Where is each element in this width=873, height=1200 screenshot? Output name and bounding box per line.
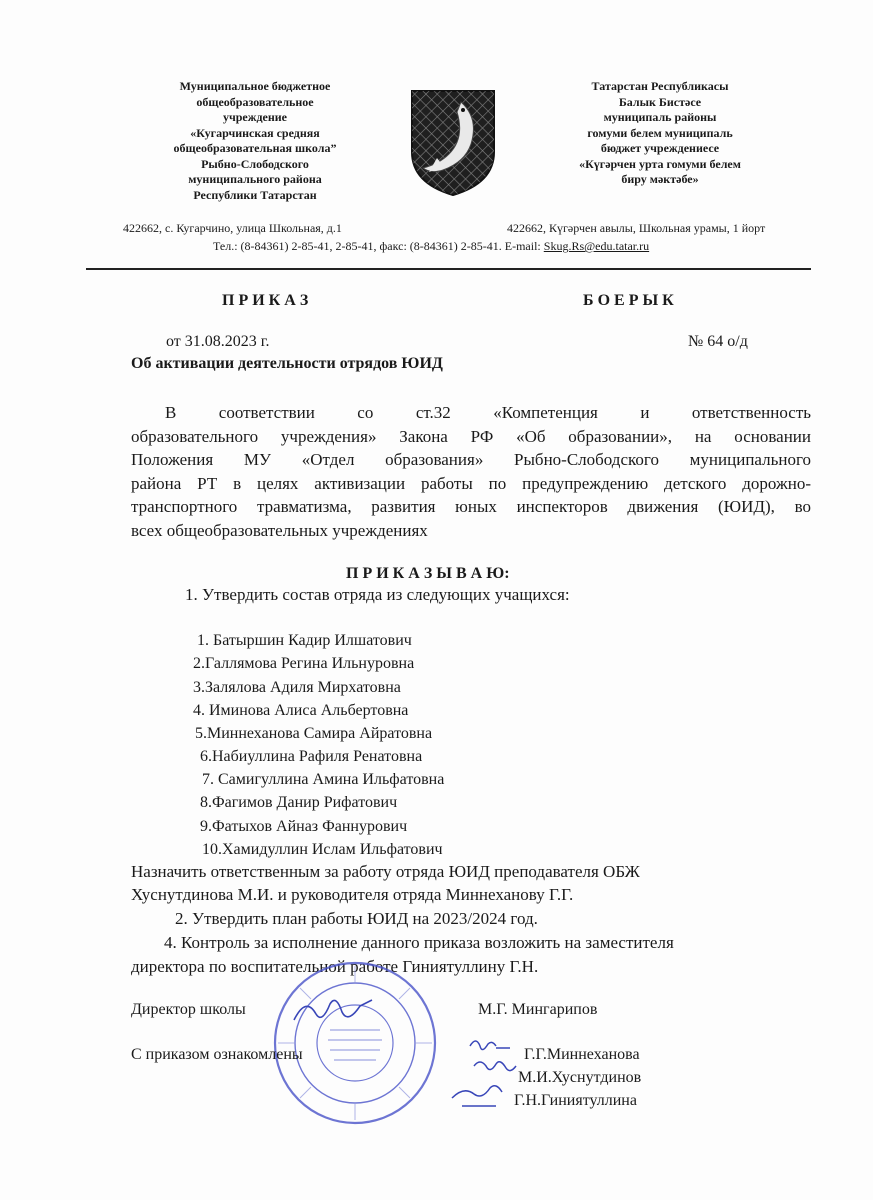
school-name-tt <box>545 79 775 188</box>
order-word: П Р И К А З Ы В А Ю: <box>346 565 510 582</box>
preamble-line: В соответствии со ст.32 «Компетенция и ответственность <box>165 403 811 422</box>
item-2: 2. Утвердить план работы ЮИД на 2023/2024 год. <box>175 909 538 928</box>
school-name-ru-line: Муниципальное бюджетное <box>179 79 331 93</box>
contacts <box>213 239 649 254</box>
school-name-ru <box>140 79 370 203</box>
preamble-line: всех общеобразовательных учреждениях <box>131 520 428 540</box>
item-1: 1. Утвердить состав отряда из следующих учащихся: <box>185 585 570 604</box>
school-name-tt-line: биру мәктәбе» <box>621 172 699 186</box>
assign-line: Хуснутдинова М.И. и руководителя отряда Миннеханову Г.Г. <box>131 885 574 904</box>
list-item: 6.Набиуллина Рафиля Ренатовна <box>200 748 423 765</box>
doc-date: от 31.08.2023 г. <box>166 333 270 350</box>
school-name-tt-line: Балык Бистәсе <box>618 94 702 109</box>
school-name-ru-line: общеобразовательная школа” <box>173 141 337 155</box>
acquainted-label: С приказом ознакомлены <box>131 1046 303 1063</box>
school-name-tt-line: муниципаль районы <box>603 110 717 124</box>
header-divider <box>86 268 811 270</box>
acquainted-name: М.И.Хуснутдинов <box>518 1069 642 1086</box>
list-item: 9.Фатыхов Айназ Фаннурович <box>200 818 408 835</box>
school-name-ru-line: «Кугарчинская средняя <box>190 125 320 140</box>
preamble-line: образовательного учреждения» Закона РФ «Об образовании», на основании <box>131 426 811 446</box>
school-name-ru-line: общеобразовательное <box>196 94 314 109</box>
coat-of-arms-icon <box>409 88 497 198</box>
list-item: 10.Хамидуллин Ислам Ильфатович <box>202 841 443 858</box>
list-item: 7. Самигуллина Амина Ильфатовна <box>202 771 445 788</box>
school-name-ru-line: учреждение <box>222 110 288 124</box>
list-item: 5.Миннеханова Самира Айратовна <box>195 725 433 742</box>
director-label: Директор школы <box>131 1001 246 1018</box>
school-name-ru-line: Республики Татарстан <box>193 187 317 202</box>
acquainted-name: Г.Н.Гиниятуллина <box>514 1092 637 1109</box>
school-name-tt-line: бюджет учреждениесе <box>600 141 720 155</box>
assign-line: Назначить ответственным за работу отряда ЮИД преподавателя ОБЖ <box>131 862 640 881</box>
school-name-tt-line: Татарстан Республикасы <box>591 79 729 93</box>
preamble-line: Положения МУ «Отдел образования» Рыбно-Слободского муниципального <box>131 450 811 469</box>
preamble-line: района РТ в целях активизации работы по предупреждению детского дорожно- <box>131 473 811 493</box>
doc-title: Об активации деятельности отрядов ЮИД <box>131 355 443 372</box>
preamble <box>131 401 811 542</box>
official-stamp-icon <box>270 958 440 1128</box>
preamble-line: транспортного травматизма, развития юных инспекторов движения (ЮИД), во <box>131 497 811 516</box>
address-ru: 422662, с. Кугарчино, улица Школьная, д.1 <box>123 221 342 235</box>
acquainted-name: Г.Г.Миннеханова <box>524 1046 640 1063</box>
director-signature-icon <box>288 990 378 1030</box>
phones: Тел.: (8-84361) 2-85-41, 2-85-41, факс: (8-84361) 2-85-41. E-mail: <box>213 239 541 253</box>
list-item: 1. Батыршин Кадир Илшатович <box>197 632 412 649</box>
director-name: М.Г. Мингарипов <box>478 1001 598 1018</box>
address-tt: 422662, Күгәрчен авылы, Школьная урамы, 1 йорт <box>507 221 766 235</box>
doc-type-ru: П Р И К А З <box>222 292 309 309</box>
item-4-line: директора по воспитательной работе Гиниятуллину Г.Н. <box>131 957 539 976</box>
list-item: 8.Фагимов Данир Рифатович <box>200 794 398 811</box>
email-link[interactable]: Skug.Rs@edu.tatar.ru <box>543 239 650 253</box>
item-4-line: 4. Контроль за исполнение данного приказа возложить на заместителя <box>164 933 674 952</box>
school-name-ru-line: муниципального района <box>188 172 322 186</box>
school-name-tt-line: гомуми белем муниципаль <box>587 125 733 140</box>
doc-number: № 64 о/д <box>688 333 748 350</box>
school-name-ru-line: Рыбно-Слободского <box>201 156 309 171</box>
doc-type-tt: Б О Е Р Ы К <box>583 292 674 309</box>
acquainted-signatures-icon <box>440 1034 520 1114</box>
list-item: 3.Залялова Адиля Мирхатовна <box>193 679 401 696</box>
school-name-tt-line: «Күгәрчен урта гомуми белем <box>579 156 741 171</box>
list-item: 4. Иминова Алиса Альбертовна <box>193 702 409 719</box>
list-item: 2.Галлямова Регина Ильнуровна <box>193 655 415 672</box>
